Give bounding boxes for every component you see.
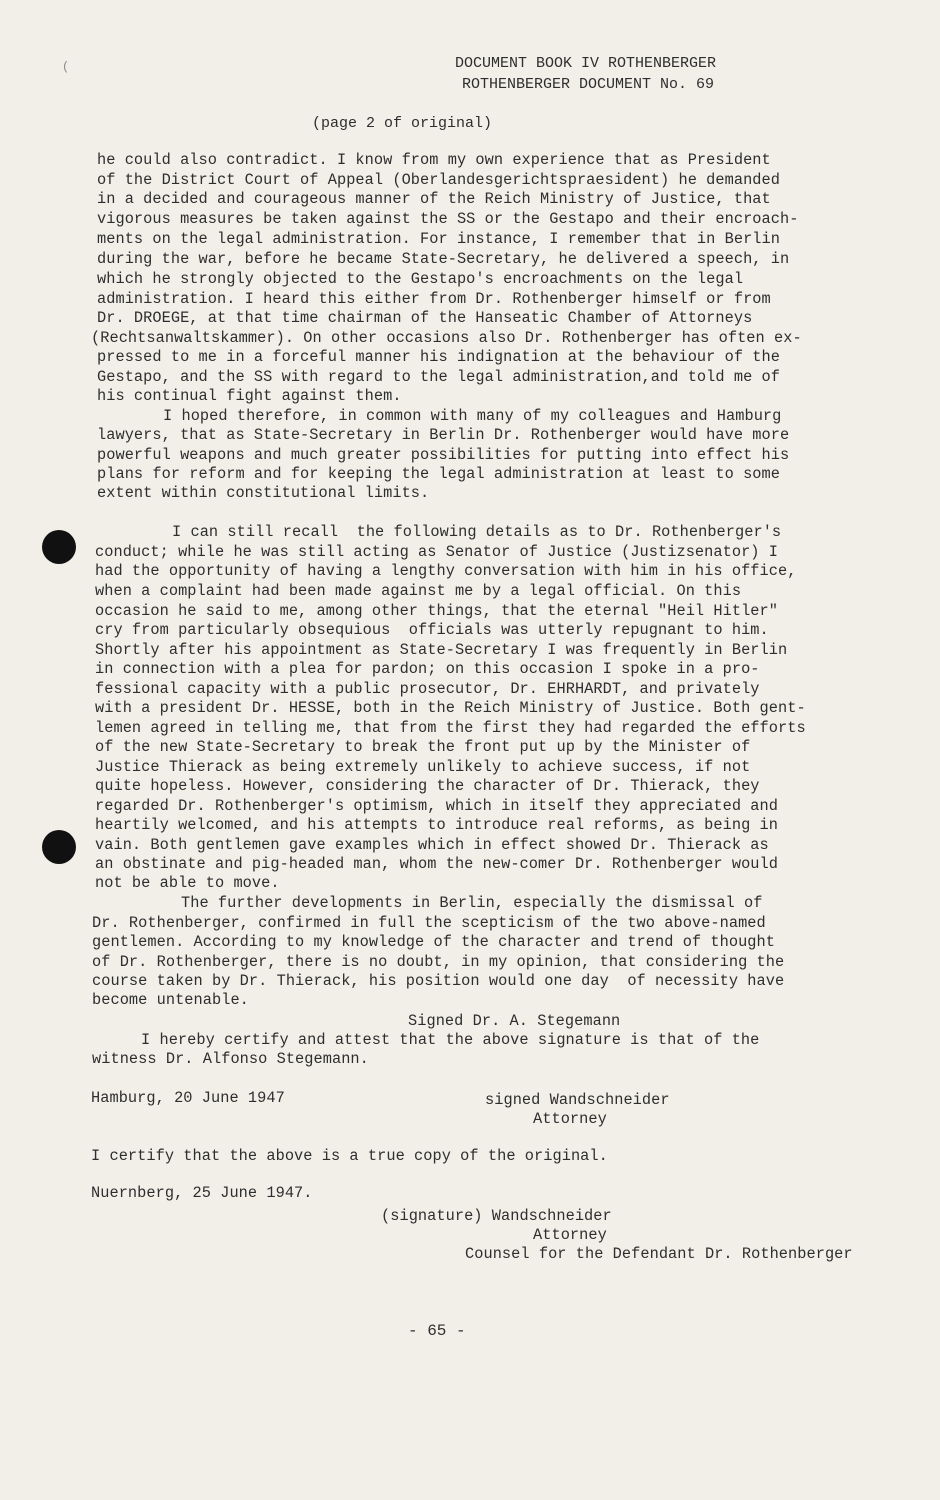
text-line: regarded Dr. Rothenberger's optimism, which in itself they appreciated and xyxy=(95,797,778,815)
certify-line-1: I hereby certify and attest that the above signature is that of the xyxy=(141,1031,760,1049)
text-line: gentlemen. According to my knowledge of the character and trend of thought xyxy=(92,933,775,951)
text-line: Gestapo, and the SS with regard to the legal administration,and told me of xyxy=(97,368,780,386)
text-line: Shortly after his appointment as State-Secretary I was frequently in Berlin xyxy=(95,641,788,659)
text-line: heartily welcomed, and his attempts to introduce real reforms, as being in xyxy=(95,816,778,834)
signature-wandschneider-1: signed Wandschneider xyxy=(485,1091,670,1109)
signature-role: Counsel for the Defendant Dr. Rothenberger xyxy=(465,1245,853,1263)
text-line: extent within constitutional limits. xyxy=(97,484,430,502)
page-note: (page 2 of original) xyxy=(312,115,493,132)
text-line: vain. Both gentlemen gave examples which in effect showed Dr. Thierack as xyxy=(95,836,769,854)
text-line: during the war, before he became State-Secretary, he delivered a speech, in xyxy=(97,250,790,268)
text-line: of Dr. Rothenberger, there is no doubt, in my opinion, that considering the xyxy=(92,953,785,971)
text-line: Dr. Rothenberger, confirmed in full the scepticism of the two above-named xyxy=(92,914,766,932)
signed-stegemann: Signed Dr. A. Stegemann xyxy=(408,1012,621,1030)
signature-title-1: Attorney xyxy=(533,1110,607,1128)
text-line: had the opportunity of having a lengthy conversation with him in his office, xyxy=(95,562,797,580)
text-line: Dr. DROEGE, at that time chairman of the Hanseatic Chamber of Attorneys xyxy=(97,309,753,327)
text-line: quite hopeless. However, considering the character of Dr. Thierack, they xyxy=(95,777,760,795)
header-line-2: ROTHENBERGER DOCUMENT No. 69 xyxy=(462,76,715,93)
text-line: become untenable. xyxy=(92,991,249,1009)
text-line: lawyers, that as State-Secretary in Berlin Dr. Rothenberger would have more xyxy=(97,426,790,444)
text-line: I can still recall the following details as to Dr. Rothenberger's xyxy=(172,523,782,541)
text-line: not be able to move. xyxy=(95,874,280,892)
text-line: he could also contradict. I know from my own experience that as President xyxy=(97,151,771,169)
text-line: course taken by Dr. Thierack, his position would one day of necessity have xyxy=(92,972,785,990)
text-line: I hoped therefore, in common with many of my colleagues and Hamburg xyxy=(163,407,782,425)
signature-wandschneider-2: (signature) Wandschneider xyxy=(381,1207,612,1225)
certify-line-2: witness Dr. Alfonso Stegemann. xyxy=(92,1050,369,1068)
true-copy-statement: I certify that the above is a true copy of the original. xyxy=(91,1147,608,1165)
text-line: an obstinate and pig-headed man, whom the new-comer Dr. Rothenberger would xyxy=(95,855,778,873)
text-line: vigorous measures be taken against the SS or the Gestapo and their encroach- xyxy=(97,210,799,228)
text-line: which he strongly objected to the Gestapo's encroachments on the legal xyxy=(97,270,744,288)
text-line: ments on the legal administration. For instance, I remember that in Berlin xyxy=(97,230,780,248)
text-line: fessional capacity with a public prosecutor, Dr. EHRHARDT, and privately xyxy=(95,680,760,698)
text-line: powerful weapons and much greater possibilities for putting into effect his xyxy=(97,446,790,464)
text-line: occasion he said to me, among other things, that the eternal "Heil Hitler" xyxy=(95,602,778,620)
text-line: cry from particularly obsequious officials was utterly repugnant to him. xyxy=(95,621,769,639)
text-line: in connection with a plea for pardon; on this occasion I spoke in a pro- xyxy=(95,660,760,678)
text-line: (Rechtsanwaltskammer). On other occasions also Dr. Rothenberger has often ex- xyxy=(91,329,802,347)
text-line: when a complaint had been made against me by a legal official. On this xyxy=(95,582,742,600)
text-line: lemen agreed in telling me, that from the first they had regarded the efforts xyxy=(95,719,806,737)
text-line: of the new State-Secretary to break the front put up by the Minister of xyxy=(95,738,751,756)
text-line: administration. I heard this either from Dr. Rothenberger himself or from xyxy=(97,290,771,308)
punch-hole-top xyxy=(42,530,76,564)
text-line: The further developments in Berlin, especially the dismissal of xyxy=(181,894,763,912)
text-line: Justice Thierack as being extremely unlikely to achieve success, if not xyxy=(95,758,751,776)
text-line: in a decided and courageous manner of the Reich Ministry of Justice, that xyxy=(97,190,771,208)
text-line: his continual fight against them. xyxy=(97,387,402,405)
text-line: conduct; while he was still acting as Senator of Justice (Justizsenator) I xyxy=(95,543,778,561)
text-line: pressed to me in a forceful manner his indignation at the behaviour of the xyxy=(97,348,780,366)
place-date-nuernberg: Nuernberg, 25 June 1947. xyxy=(91,1184,313,1202)
header-line-1: DOCUMENT BOOK IV ROTHENBERGER xyxy=(455,55,717,72)
text-line: with a president Dr. HESSE, both in the Reich Ministry of Justice. Both gent- xyxy=(95,699,806,717)
text-line: of the District Court of Appeal (Oberlandesgerichtspraesident) he demanded xyxy=(97,171,780,189)
page-number: - 65 - xyxy=(408,1322,466,1340)
punch-hole-bottom xyxy=(42,830,76,864)
text-line: plans for reform and for keeping the legal administration at least to some xyxy=(97,465,780,483)
place-date-hamburg: Hamburg, 20 June 1947 xyxy=(91,1089,285,1107)
margin-mark: ( xyxy=(62,60,70,74)
signature-title-2: Attorney xyxy=(533,1226,607,1244)
